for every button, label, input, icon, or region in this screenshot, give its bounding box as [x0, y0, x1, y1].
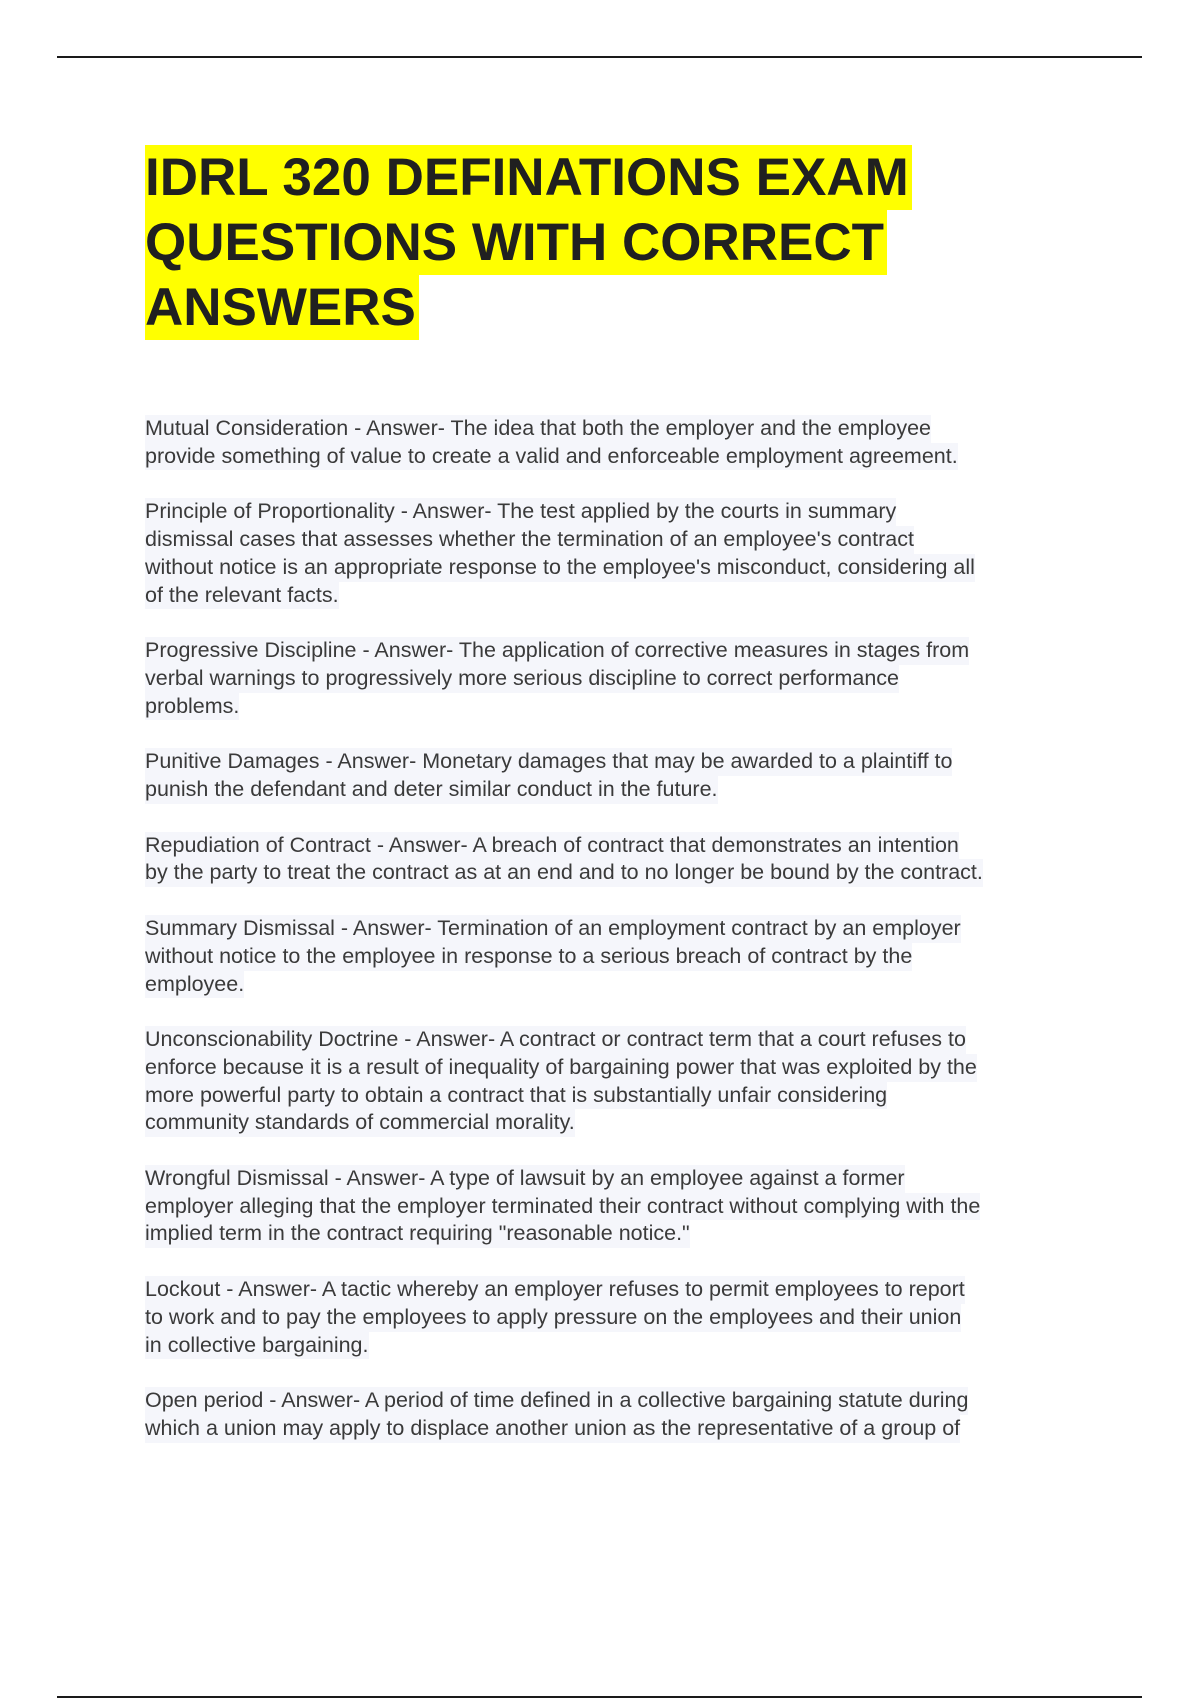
definition-summary-dismissal: [145, 915, 1095, 998]
definition-line: problems.: [145, 693, 239, 721]
definition-line: verbal warnings to progressively more serious discipline to correct performance: [145, 665, 899, 693]
definition-line: implied term in the contract requiring "reasonable notice.": [145, 1220, 690, 1248]
title-line-1: IDRL 320 DEFINATIONS EXAM: [145, 145, 912, 210]
definition-line: Unconscionability Doctrine - Answer- A contract or contract term that a court refuses to: [145, 1026, 966, 1054]
definition-line: by the party to treat the contract as at an end and to no longer be bound by the contract.: [145, 859, 983, 887]
definition-line: Punitive Damages - Answer- Monetary damages that may be awarded to a plaintiff to: [145, 748, 952, 776]
definition-line: employee.: [145, 971, 244, 999]
definition-line: punish the defendant and deter similar conduct in the future.: [145, 776, 718, 804]
definition-line: community standards of commercial morality.: [145, 1109, 575, 1137]
definition-lockout: [145, 1276, 1095, 1359]
title-line-3: ANSWERS: [145, 275, 419, 340]
definition-line: in collective bargaining.: [145, 1332, 369, 1360]
definition-line: Lockout - Answer- A tactic whereby an employer refuses to permit employees to report: [145, 1276, 965, 1304]
definition-line: Principle of Proportionality - Answer- The test applied by the courts in summary: [145, 498, 896, 526]
definition-line: Repudiation of Contract - Answer- A breach of contract that demonstrates an intention: [145, 832, 959, 860]
definition-line: which a union may apply to displace another union as the representative of a group of: [145, 1415, 960, 1443]
definitions-list: [145, 415, 1095, 1471]
definition-line: without notice is an appropriate response to the employee's misconduct, considering all: [145, 554, 975, 582]
definition-open-period: [145, 1387, 1095, 1442]
definition-punitive-damages: [145, 748, 1095, 803]
definition-unconscionability-doctrine: [145, 1026, 1095, 1137]
title-line-2: QUESTIONS WITH CORRECT: [145, 210, 887, 275]
definition-line: Summary Dismissal - Answer- Termination of an employment contract by an employer: [145, 915, 961, 943]
definition-repudiation-of-contract: [145, 832, 1095, 887]
definition-progressive-discipline: [145, 637, 1095, 720]
definition-wrongful-dismissal: [145, 1165, 1095, 1248]
definition-line: of the relevant facts.: [145, 582, 339, 610]
definition-line: more powerful party to obtain a contract that is substantially unfair considering: [145, 1082, 887, 1110]
definition-line: to work and to pay the employees to apply pressure on the employees and their union: [145, 1304, 961, 1332]
bottom-divider: [57, 1696, 1142, 1698]
definition-line: provide something of value to create a valid and enforceable employment agreement.: [145, 443, 958, 471]
definition-mutual-consideration: [145, 415, 1095, 470]
definition-principle-of-proportionality: [145, 498, 1095, 609]
definition-line: Open period - Answer- A period of time defined in a collective bargaining statute during: [145, 1387, 968, 1415]
definition-line: Wrongful Dismissal - Answer- A type of lawsuit by an employee against a former: [145, 1165, 905, 1193]
definition-line: without notice to the employee in response to a serious breach of contract by the: [145, 943, 912, 971]
definition-line: Progressive Discipline - Answer- The application of corrective measures in stages from: [145, 637, 969, 665]
document-title: [145, 145, 1045, 340]
definition-line: Mutual Consideration - Answer- The idea that both the employer and the employee: [145, 415, 931, 443]
top-divider: [57, 56, 1142, 58]
definition-line: employer alleging that the employer terminated their contract without complying with the: [145, 1193, 980, 1221]
definition-line: enforce because it is a result of inequality of bargaining power that was exploited by the: [145, 1054, 977, 1082]
definition-line: dismissal cases that assesses whether the termination of an employee's contract: [145, 526, 914, 554]
